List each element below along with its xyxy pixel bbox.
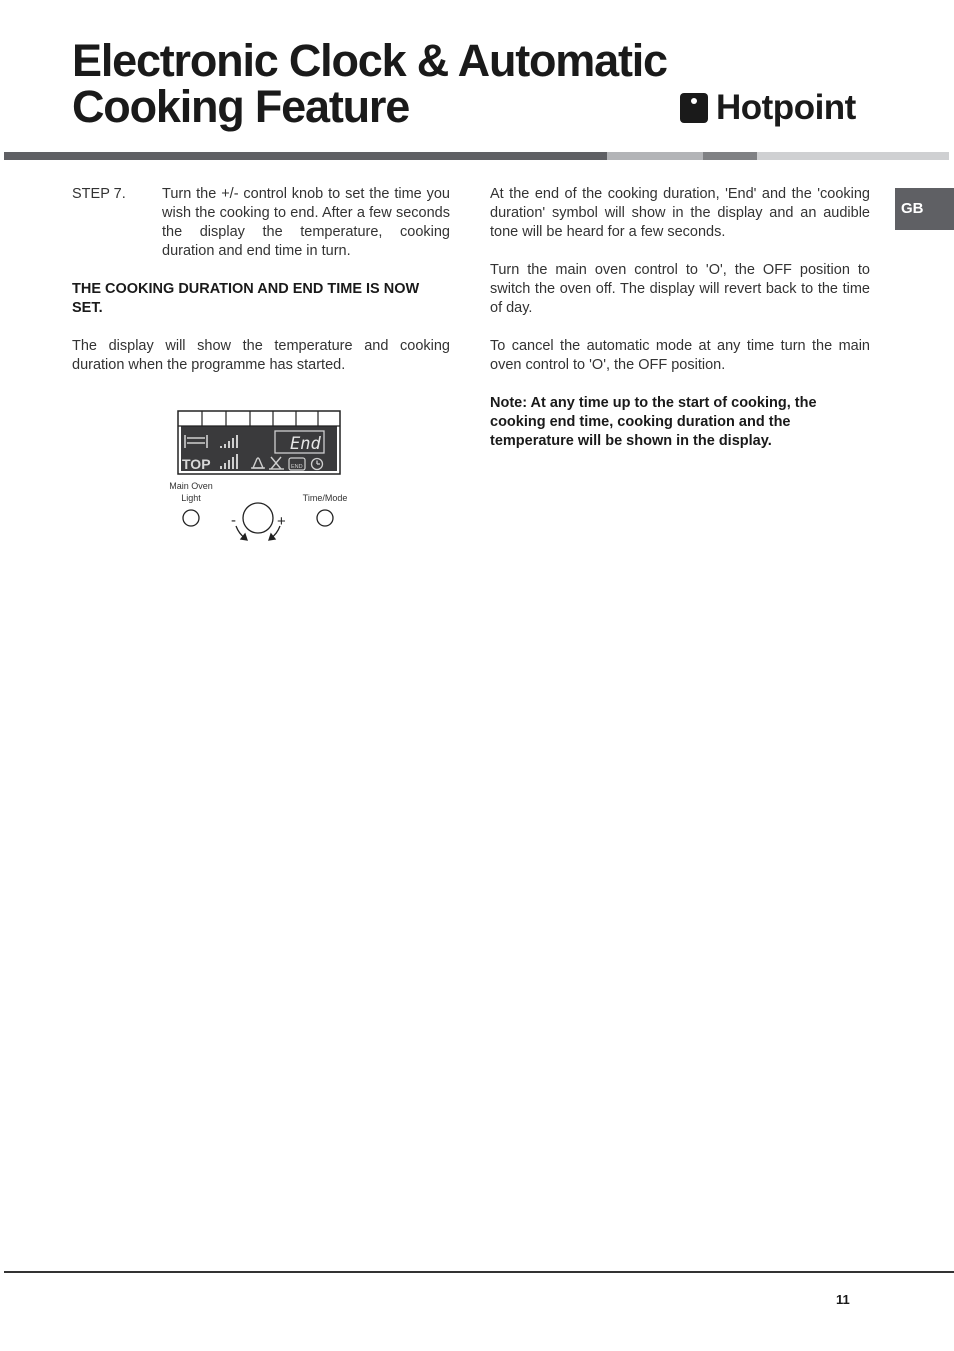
note-paragraph: Note: At any time up to the start of cooking, the cooking end time, cooking duration and the temperature will be shown in the display. bbox=[490, 395, 817, 449]
end-of-cooking-paragraph: At the end of the cooking duration, 'End' and the 'cooking duration' symbol will show in the display and an audible tone will be heard for a few seconds. bbox=[490, 186, 870, 240]
minus-label: - bbox=[231, 512, 236, 529]
page-title-line-2: Cooking Feature bbox=[72, 81, 410, 132]
settings-confirmation: THE COOKING DURATION AND END TIME IS NOW SET. bbox=[72, 281, 420, 316]
page-title-line-1: Electronic Clock & Automatic bbox=[72, 35, 667, 86]
top-oven-label: TOP bbox=[182, 456, 211, 472]
step-text: Turn the +/- control knob to set the time you wish the cooking to end. After a few seconds the display the temperature, cooking duration and end time in turn. bbox=[162, 186, 450, 259]
hotpoint-logo-text: Hotpoint bbox=[716, 88, 856, 127]
step-7 bbox=[72, 185, 450, 261]
hotpoint-logo-mark-icon bbox=[680, 93, 708, 123]
step-label: STEP 7. bbox=[72, 186, 126, 202]
switch-off-paragraph: Turn the main oven control to 'O', the OFF position to switch the oven off. The display will revert back to the time of day. bbox=[490, 262, 870, 316]
header-bar-segment-dark bbox=[4, 152, 607, 160]
control-panel-illustration bbox=[165, 410, 355, 550]
language-tab: GB bbox=[895, 188, 954, 230]
control-knob[interactable] bbox=[243, 503, 273, 533]
hotpoint-logo bbox=[680, 88, 856, 128]
time-mode-label: Time/Mode bbox=[302, 493, 348, 503]
end-time-icon-label: END bbox=[291, 464, 303, 470]
header-bar-segment-pale bbox=[757, 152, 949, 160]
display-readout: End bbox=[290, 434, 321, 454]
main-oven-light-label: Main Oven Light bbox=[169, 481, 213, 503]
display-info-paragraph: The display will show the temperature and cooking duration when the programme has started. bbox=[72, 338, 450, 373]
time-mode-button[interactable] bbox=[317, 510, 333, 526]
page-number: 11 bbox=[836, 1292, 850, 1307]
page-title bbox=[72, 35, 667, 132]
right-column bbox=[490, 185, 870, 470]
header-bar-segment-light bbox=[607, 152, 703, 160]
footer-rule bbox=[4, 1271, 954, 1273]
header-bar-segment-mid bbox=[703, 152, 757, 160]
left-column bbox=[72, 185, 450, 394]
main-oven-light-button[interactable] bbox=[183, 510, 199, 526]
cancel-mode-paragraph: To cancel the automatic mode at any time turn the main oven control to 'O', the OFF position. bbox=[490, 338, 870, 373]
plus-label: + bbox=[277, 513, 286, 530]
